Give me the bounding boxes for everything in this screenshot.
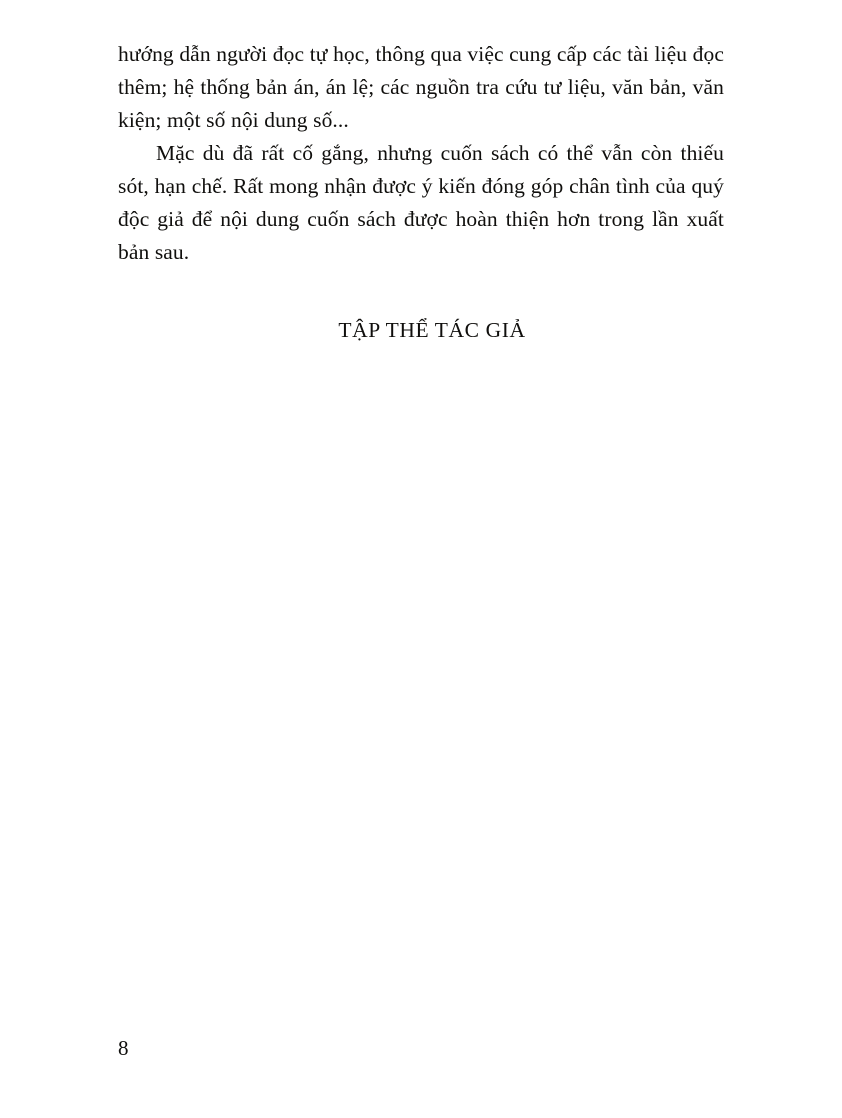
author-signature <box>118 318 724 343</box>
paragraph-1: hướng dẫn người đọc tự học, thông qua việc cung cấp các tài liệu đọc thêm; hệ thống bản án, án lệ; các nguồn tra cứu tư liệu, văn bản, văn kiện; một số nội dung số... <box>118 42 724 132</box>
author-signature-text: TẬP THỂ TÁC GIẢ <box>338 318 526 342</box>
body-text <box>118 38 724 269</box>
page-number: 8 <box>118 1036 129 1060</box>
paragraph-2: Mặc dù đã rất cố gắng, nhưng cuốn sách có thể vẫn còn thiếu sót, hạn chế. Rất mong nhận được ý kiến đóng góp chân tình của quý độc giả để nội dung cuốn sách được hoàn thiện hơn trong lần xuất bản sau. <box>118 141 724 264</box>
